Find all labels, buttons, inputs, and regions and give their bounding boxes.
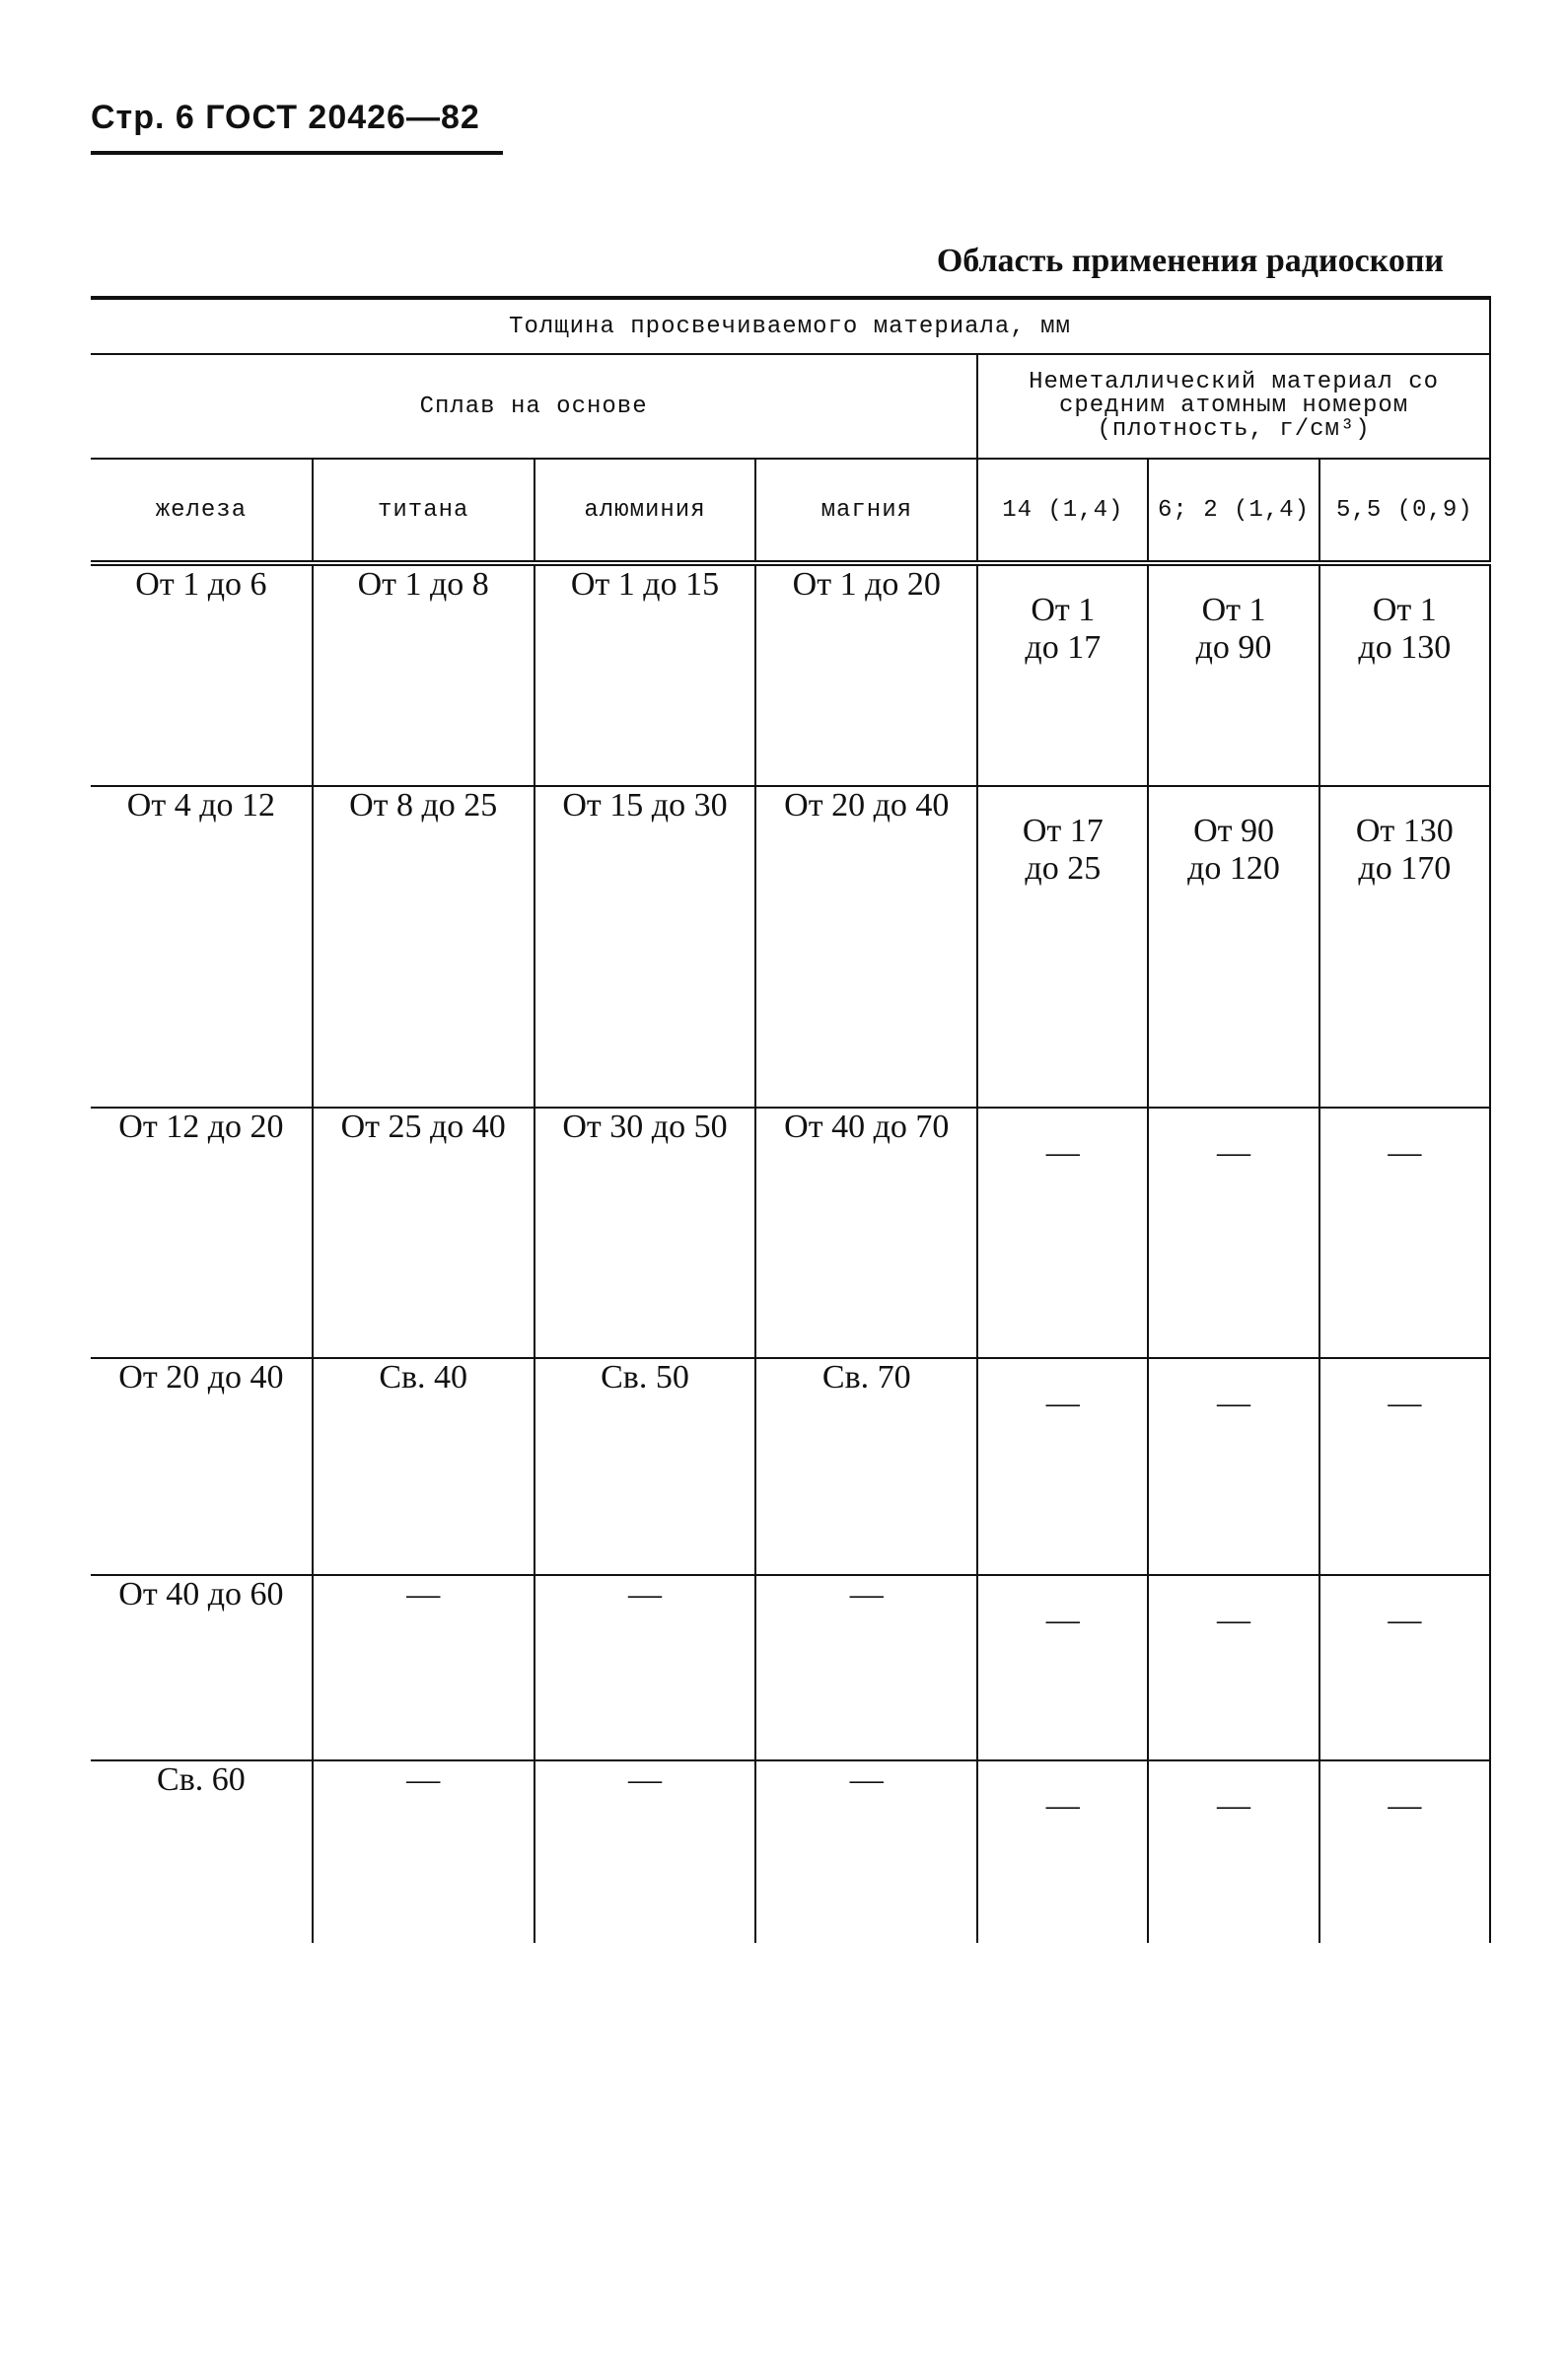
table-cell: [1319, 1358, 1490, 1575]
nonmetal-header-line: средним атомным номером: [1058, 393, 1409, 419]
cell-text: Св. 50: [601, 1359, 689, 1396]
table-cell: [535, 1358, 756, 1575]
cell-text: От 130: [1355, 813, 1454, 849]
cell-text: до 17: [1025, 629, 1102, 666]
table-cell: [91, 1575, 313, 1760]
nonmetal-header-line: Неметаллический материал со: [1029, 369, 1440, 395]
table-cell: [91, 1108, 313, 1358]
cell-text: до 170: [1358, 850, 1452, 887]
column-header-magnesium: магния: [755, 459, 977, 563]
cell-text: до 90: [1195, 629, 1272, 666]
table-cell: [91, 1760, 313, 1943]
table-cell: [535, 1108, 756, 1358]
cell-text: —: [1217, 1385, 1251, 1421]
cell-text: до 130: [1358, 629, 1452, 666]
table-cell: [1319, 1108, 1490, 1358]
thickness-header: Толщина просвечиваемого материала, мм: [91, 298, 1490, 354]
page-header: Стр. 6 ГОСТ 20426—82: [91, 99, 503, 155]
table-cell: [313, 563, 535, 786]
cell-text: От 1 до 15: [570, 566, 720, 603]
table-cell: [1319, 1760, 1490, 1943]
table-row: [91, 1575, 1490, 1760]
table-cell: [535, 563, 756, 786]
table-cell: [755, 1108, 977, 1358]
cell-text: От 90: [1193, 813, 1274, 849]
table-cell: [755, 563, 977, 786]
table-cell: [1148, 786, 1319, 1108]
cell-text: —: [1217, 1787, 1251, 1824]
cell-text: —: [1388, 1134, 1422, 1171]
table-cell: [91, 563, 313, 786]
cell-text: —: [1045, 1134, 1080, 1171]
table-cell: [535, 1575, 756, 1760]
cell-text: —: [849, 1576, 884, 1613]
cell-text: От 30 до 50: [562, 1109, 728, 1145]
table-row: [91, 563, 1490, 786]
alloy-header: Сплав на основе: [91, 354, 977, 459]
cell-text: Св. 60: [157, 1761, 246, 1798]
table-cell: [977, 1760, 1148, 1943]
cell-text: От 1: [1201, 592, 1266, 628]
cell-text: От 1: [1372, 592, 1437, 628]
column-header-nonmetal-6-2: 6; 2 (1,4): [1148, 459, 1319, 563]
table-cell: [1148, 1358, 1319, 1575]
table-cell: [535, 786, 756, 1108]
cell-text: От 1 до 6: [135, 566, 267, 603]
section-title: Область применения радиоскопи: [936, 243, 1444, 279]
cell-text: От 12 до 20: [118, 1109, 284, 1145]
table-cell: [313, 1358, 535, 1575]
table-cell: [1148, 563, 1319, 786]
nonmetal-header: [977, 354, 1490, 459]
table-cell: [1319, 1575, 1490, 1760]
table-row: [91, 1358, 1490, 1575]
cell-text: —: [849, 1761, 884, 1798]
cell-text: От 15 до 30: [562, 787, 728, 824]
radioscopy-table: [91, 296, 1491, 1943]
table-cell: [1148, 1760, 1319, 1943]
cell-text: Св. 40: [379, 1359, 468, 1396]
cell-text: От 40 до 70: [784, 1109, 950, 1145]
cell-text: От 8 до 25: [349, 787, 498, 824]
cell-text: —: [406, 1761, 441, 1798]
table-cell: [535, 1760, 756, 1943]
cell-text: —: [1217, 1602, 1251, 1638]
cell-text: От 40 до 60: [118, 1576, 284, 1613]
cell-text: —: [1045, 1602, 1080, 1638]
cell-text: —: [406, 1576, 441, 1613]
table-cell: [1148, 1108, 1319, 1358]
column-header-nonmetal-14: 14 (1,4): [977, 459, 1148, 563]
column-header-iron: железа: [91, 459, 313, 563]
table-cell: [1319, 563, 1490, 786]
table-row: [91, 1108, 1490, 1358]
nonmetal-header-line: (плотность, г/см³): [1097, 416, 1371, 443]
cell-text: —: [1388, 1787, 1422, 1824]
column-header-titanium: титана: [313, 459, 535, 563]
cell-text: От 4 до 12: [126, 787, 275, 824]
table-cell: [977, 1108, 1148, 1358]
table-cell: [755, 1760, 977, 1943]
table-cell: [977, 1575, 1148, 1760]
cell-text: От 25 до 40: [340, 1109, 506, 1145]
cell-text: От 1 до 20: [792, 566, 941, 603]
table-cell: [313, 786, 535, 1108]
table-cell: [91, 786, 313, 1108]
table-cell: [91, 1358, 313, 1575]
cell-text: —: [1045, 1385, 1080, 1421]
table-cell: [313, 1575, 535, 1760]
column-header-aluminium: алюминия: [535, 459, 756, 563]
cell-text: От 20 до 40: [118, 1359, 284, 1396]
cell-text: От 1: [1031, 592, 1096, 628]
table-cell: [977, 786, 1148, 1108]
cell-text: —: [1045, 1787, 1080, 1824]
table-cell: [977, 1358, 1148, 1575]
cell-text: От 20 до 40: [784, 787, 950, 824]
cell-text: —: [1388, 1385, 1422, 1421]
cell-text: От 17: [1022, 813, 1104, 849]
cell-text: Св. 70: [821, 1359, 911, 1396]
cell-text: —: [627, 1761, 662, 1798]
cell-text: до 120: [1187, 850, 1280, 887]
cell-text: —: [1388, 1602, 1422, 1638]
cell-text: до 25: [1025, 850, 1102, 887]
table-row: [91, 786, 1490, 1108]
table-cell: [755, 1575, 977, 1760]
table-row: [91, 1760, 1490, 1943]
cell-text: —: [1217, 1134, 1251, 1171]
cell-text: —: [627, 1576, 662, 1613]
table-cell: [1148, 1575, 1319, 1760]
table-cell: [755, 1358, 977, 1575]
table-cell: [977, 563, 1148, 786]
table-cell: [755, 786, 977, 1108]
table-cell: [313, 1108, 535, 1358]
column-header-nonmetal-5-5: 5,5 (0,9): [1319, 459, 1490, 563]
table-cell: [313, 1760, 535, 1943]
cell-text: От 1 до 8: [357, 566, 489, 603]
table-cell: [1319, 786, 1490, 1108]
